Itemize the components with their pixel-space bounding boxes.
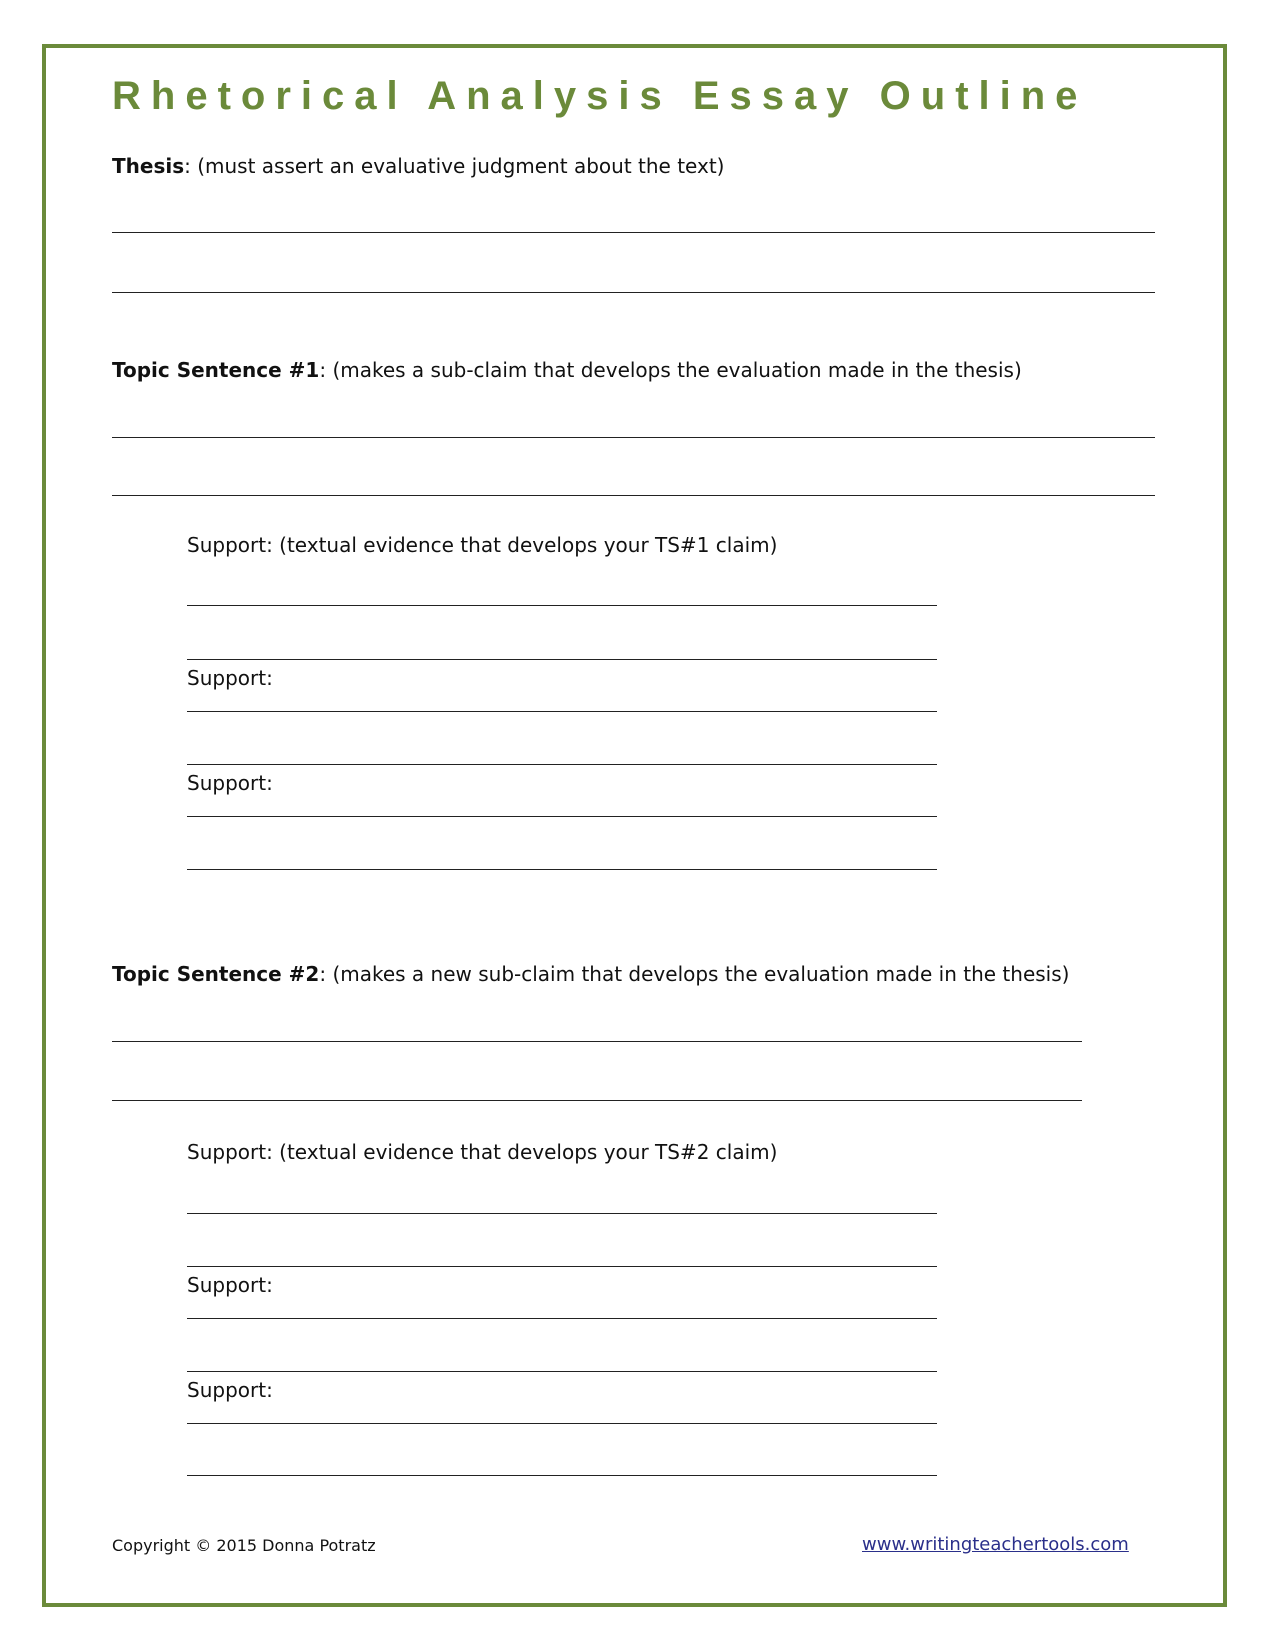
ts1-support-2-label: Support: [187, 666, 273, 690]
thesis-description: : (must assert an evaluative judgment about the text) [184, 154, 725, 178]
ts1-support-3-label: Support: [187, 771, 273, 795]
ts2-support-2-line-1[interactable] [187, 1318, 937, 1319]
page-title: Rhetorical Analysis Essay Outline [112, 74, 1088, 118]
ts2-support-3-label: Support: [187, 1378, 273, 1402]
ts2-support-1-line-1[interactable] [187, 1213, 937, 1214]
ts1-support-3-line-2[interactable] [187, 869, 937, 870]
ts2-support-3-line-2[interactable] [187, 1475, 937, 1476]
topic-sentence-2-line-2[interactable] [112, 1100, 1082, 1101]
ts2-support-1-label: Support: (textual evidence that develops your TS#2 claim) [187, 1140, 778, 1164]
thesis-line-1[interactable] [112, 232, 1155, 233]
ts2-support-2-line-2[interactable] [187, 1371, 937, 1372]
topic-sentence-1-description: : (makes a sub-claim that develops the evaluation made in the thesis) [319, 358, 1022, 382]
ts1-support-1-line-1[interactable] [187, 605, 937, 606]
ts1-support-2-line-2[interactable] [187, 764, 937, 765]
topic-sentence-2-description: : (makes a new sub-claim that develops the evaluation made in the thesis) [319, 962, 1070, 986]
ts2-support-3-line-1[interactable] [187, 1423, 937, 1424]
thesis-line-2[interactable] [112, 292, 1155, 293]
thesis-label [112, 154, 724, 178]
topic-sentence-2-line-1[interactable] [112, 1041, 1082, 1042]
copyright-notice: Copyright © 2015 Donna Potratz [112, 1536, 376, 1555]
topic-sentence-1-line-2[interactable] [112, 495, 1155, 496]
topic-sentence-1-label [112, 358, 1022, 382]
page-border [42, 44, 1227, 1607]
ts2-support-1-line-2[interactable] [187, 1266, 937, 1267]
topic-sentence-2-label [112, 962, 1069, 986]
ts1-support-2-line-1[interactable] [187, 711, 937, 712]
topic-sentence-2-term: Topic Sentence #2 [112, 962, 320, 986]
ts1-support-3-line-1[interactable] [187, 816, 937, 817]
thesis-term: Thesis [112, 154, 185, 178]
topic-sentence-1-line-1[interactable] [112, 437, 1155, 438]
website-link[interactable]: www.writingteachertools.com [862, 1534, 1129, 1555]
ts1-support-1-line-2[interactable] [187, 659, 937, 660]
topic-sentence-1-term: Topic Sentence #1 [112, 358, 320, 382]
ts1-support-1-label: Support: (textual evidence that develops your TS#1 claim) [187, 533, 778, 557]
ts2-support-2-label: Support: [187, 1273, 273, 1297]
